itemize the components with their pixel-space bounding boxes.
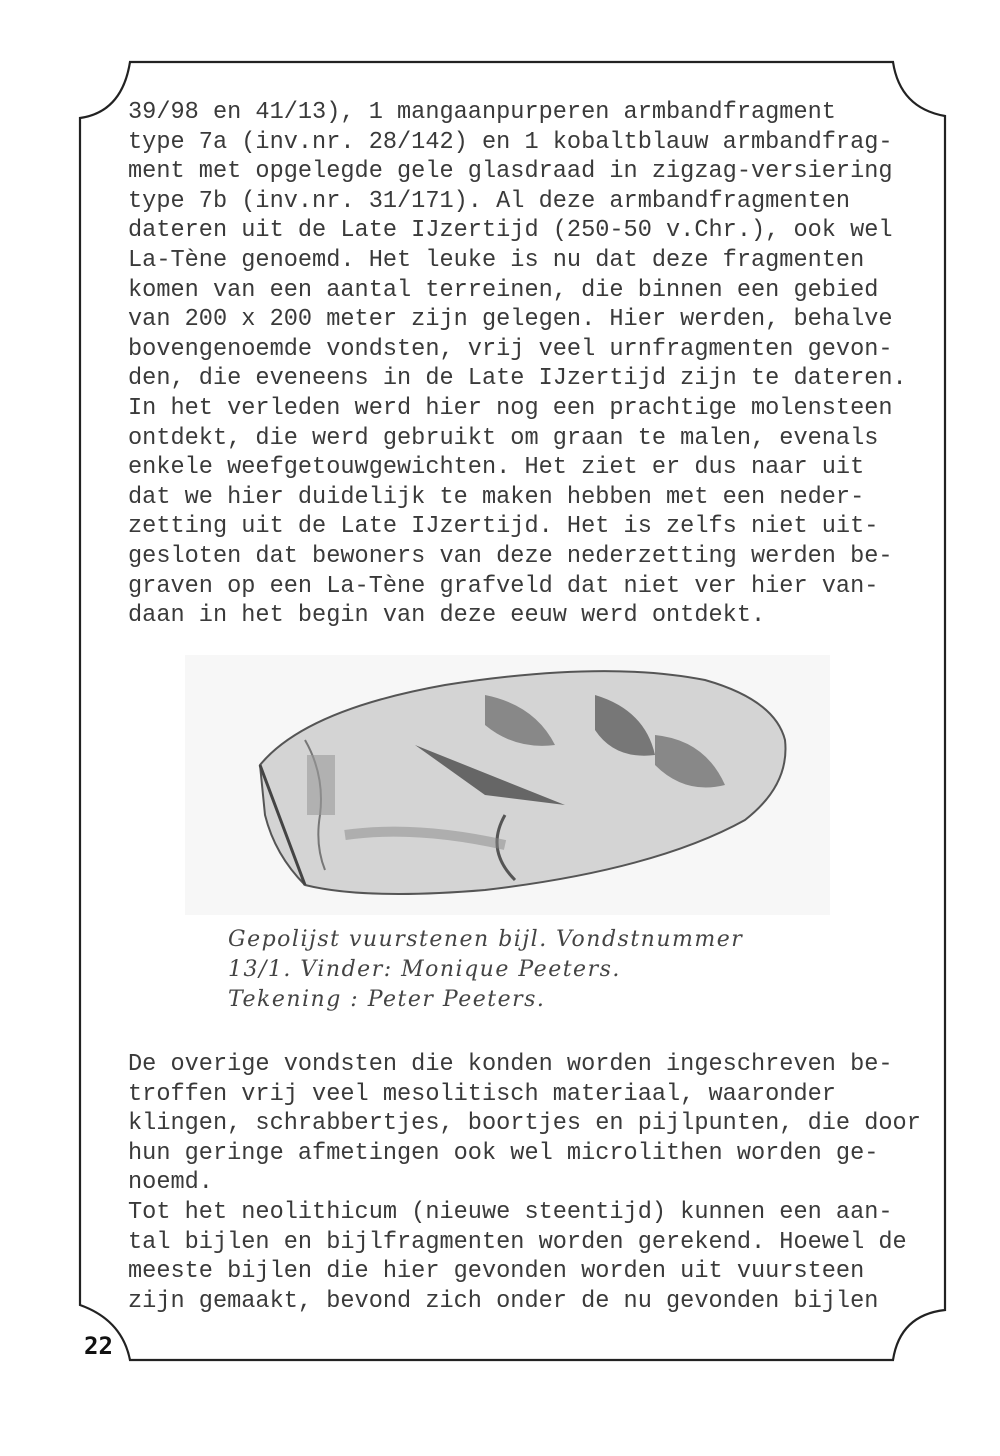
text-line: graven op een La-Tène grafveld dat niet ver hier van- <box>128 572 879 600</box>
text-line: van 200 x 200 meter zijn gelegen. Hier werden, behalve <box>128 306 893 334</box>
text-line: klingen, schrabbertjes, boortjes en pijlpunten, die door <box>128 1110 921 1138</box>
caption-line: Gepolijst vuurstenen bijl. Vondstnummer <box>228 927 744 952</box>
text-line: Tot het neolithicum (nieuwe steentijd) kunnen een aan- <box>128 1198 893 1226</box>
text-line: ment met opgelegde gele glasdraad in zigzag-versiering <box>128 158 893 186</box>
text-line: zijn gemaakt, bevond zich onder de nu gevonden bijlen <box>128 1287 879 1315</box>
text-line: bovengenoemde vondsten, vrij veel urnfragmenten gevon- <box>128 335 893 363</box>
text-line: komen van een aantal terreinen, die binnen een gebied <box>128 276 879 304</box>
text-line: noemd. <box>128 1169 213 1197</box>
text-line: De overige vondsten die konden worden ingeschreven be- <box>128 1051 893 1078</box>
text-line: zetting uit de Late IJzertijd. Het is zelfs niet uit- <box>128 513 879 541</box>
text-line: enkele weefgetouwgewichten. Het ziet er dus naar uit <box>128 454 865 482</box>
text-line: dat we hier duidelijk te maken hebben met een neder- <box>128 483 865 511</box>
text-line: tal bijlen en bijlfragmenten worden gerekend. Hoewel de <box>128 1228 907 1256</box>
paragraph-2 <box>128 1050 921 1316</box>
text-line: gesloten dat bewoners van deze nederzetting werden be- <box>128 542 893 570</box>
caption-line: 13/1. Vinder: Monique Peeters. <box>228 957 621 982</box>
text-line: dateren uit de Late IJzertijd (250-50 v.Chr.), ook wel <box>128 217 893 245</box>
text-line: hun geringe afmetingen ook wel microlithen worden ge- <box>128 1139 879 1167</box>
text-line: 39/98 en 41/13), 1 mangaanpurperen armbandfragment <box>128 99 836 126</box>
paragraph-1 <box>128 98 907 631</box>
text-line: daan in het begin van deze eeuw werd ontdekt. <box>128 602 766 630</box>
text-line: La-Tène genoemd. Het leuke is nu dat deze fragmenten <box>128 246 865 274</box>
text-line: troffen vrij veel mesolitisch materiaal, waaronder <box>128 1080 836 1108</box>
text-line: In het verleden werd hier nog een prachtige molensteen <box>128 394 893 422</box>
figure-caption <box>228 925 743 1015</box>
page-number: 22 <box>84 1332 113 1360</box>
text-line: type 7a (inv.nr. 28/142) en 1 kobaltblauw armbandfrag- <box>128 128 893 156</box>
caption-line: Tekening : Peter Peeters. <box>228 987 546 1012</box>
text-line: den, die eveneens in de Late IJzertijd zijn te dateren. <box>128 365 907 393</box>
text-line: meeste bijlen die hier gevonden worden uit vuursteen <box>128 1258 865 1286</box>
text-line: type 7b (inv.nr. 31/171). Al deze armbandfragmenten <box>128 187 851 215</box>
flint-axe-drawing <box>185 655 830 915</box>
text-line: ontdekt, die werd gebruikt om graan te malen, evenals <box>128 424 879 452</box>
